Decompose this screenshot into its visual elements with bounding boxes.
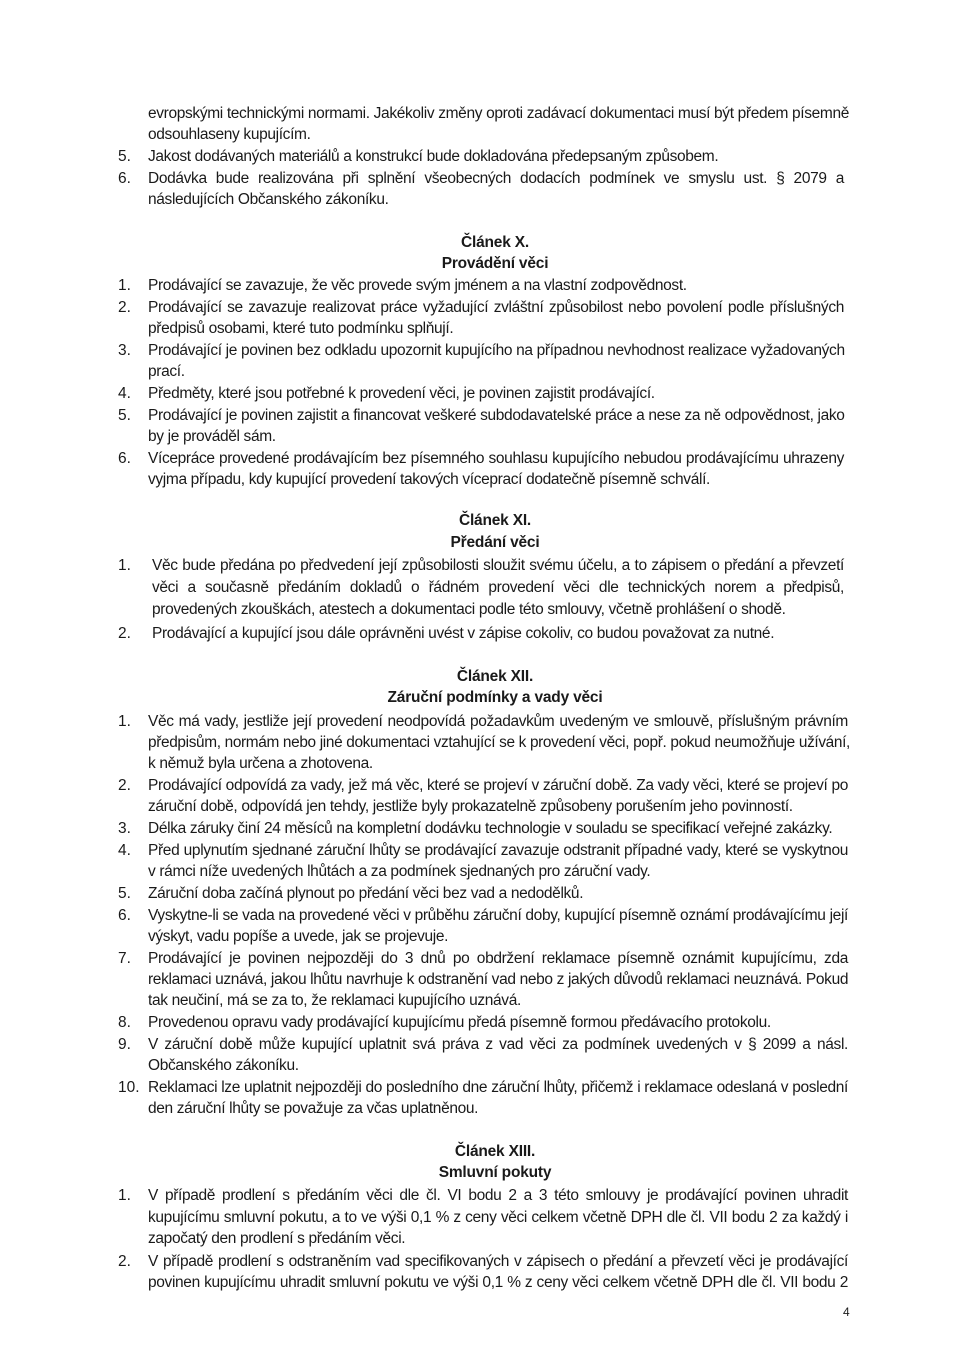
- text-line: k němuž byla určena a zhotovena.: [148, 755, 373, 772]
- text-line: Věc má vady, jestliže její provedení neodpovídá požadavkům uvedeným ve smlouvě, příslušným právním: [148, 713, 848, 730]
- text-line: Prodávající se zavazuje, že věc provede svým jménem a na vlastní zodpovědnost.: [148, 277, 687, 294]
- text-line: povinen kupujícímu uhradit smluvní pokutu ve výši 0,1 % z ceny věci celkem včetně DPH dle čl. VII bodu 2: [148, 1274, 848, 1291]
- text-line: výskyt, vadu popíše a uvede, jak se projevuje.: [148, 928, 449, 945]
- list-number: 6.: [118, 907, 131, 924]
- text-line: Před uplynutím sjednané záruční lhůty se prodávající zavazuje odstranit případné vady, které se vyskytnou: [148, 842, 848, 859]
- article-title: Článek X.: [461, 234, 529, 251]
- text-line: reklamaci uznává, jakou lhůtu navrhuje k odstranění vad nebo z jakých důvodů reklamaci neuznává. Pokud: [148, 971, 849, 988]
- text-line: předpisům, normám nebo jiné dokumentaci vztahující se k provedení věci, popř. pokud neumožňuje užívání,: [148, 734, 850, 751]
- list-number: 5.: [118, 885, 131, 902]
- text-line: Prodávající je povinen bez odkladu upozornit kupujícího na případnou nevhodnost realizace vyžadovaných: [148, 342, 845, 359]
- list-number: 2.: [118, 777, 131, 794]
- text-line: vyjma případu, kdy kupující provedení takových víceprací dodatečně písemně schválí.: [148, 471, 710, 488]
- list-number: 7.: [118, 950, 131, 967]
- text-line: Vyskytne-li se vada na provedené věci v průběhu záruční doby, kupující písemně oznámí prodávajícímu její: [148, 907, 848, 924]
- list-number: 9.: [118, 1036, 131, 1053]
- list-number: 8.: [118, 1014, 131, 1031]
- article-subtitle: Předání věci: [450, 534, 540, 551]
- text-line: Prodávající odpovídá za vady, jež má věc, které se projeví v záruční době. Za vady věci, které se projeví po: [148, 777, 848, 794]
- list-number: 1.: [118, 557, 131, 574]
- text-line: odsouhlaseny kupujícím.: [148, 126, 311, 143]
- text-line: Prodávající je povinen nejpozději do 3 dnů po obdržení reklamace písemně oznámit kupujícímu, zda: [148, 950, 848, 967]
- list-number: 2.: [118, 625, 131, 642]
- list-number: 2.: [118, 1253, 131, 1270]
- text-line: prací.: [148, 363, 185, 380]
- text-line: Jakost dodávaných materiálů a konstrukcí bude dokladována předepsaným způsobem.: [148, 148, 719, 165]
- text-line: kupujícímu smluvní pokutu, a to ve výši 0,1 % z ceny věci celkem včetně DPH dle čl. VII bodu 2 za každý i: [148, 1209, 848, 1226]
- list-number: 4.: [118, 385, 131, 402]
- article-title: Článek XII.: [456, 668, 534, 685]
- text-line: V záruční době může kupující uplatnit svá práva z vad věci za podmínek uvedených v § 2099 a násl.: [148, 1036, 848, 1053]
- text-line: Vícepráce provedené prodávajícím bez písemného souhlasu kupujícího nebudou prodávajícímu uhrazeny: [148, 450, 844, 467]
- text-line: Reklamaci lze uplatnit nejpozději do posledního dne záruční lhůty, přičemž i reklamace odeslaná v poslední: [148, 1079, 848, 1096]
- text-line: V případě prodlení s odstraněním vad specifikovaných v zápisech o předání a převzetí věci je prodávající: [148, 1253, 848, 1270]
- text-line: Délka záruky činí 24 měsíců na kompletní dodávku technologie v souladu se specifikací veřejné zakázky.: [148, 820, 833, 837]
- list-number: 1.: [118, 1187, 131, 1204]
- article-subtitle: Provádění věci: [441, 255, 549, 272]
- text-line: den záruční lhůty se považuje za včas uplatněnou.: [148, 1100, 479, 1117]
- list-number: 4.: [118, 842, 131, 859]
- list-number: 10.: [118, 1079, 140, 1096]
- text-line: Prodávající je povinen zajistit a financovat veškeré subdodavatelské práce a nese za ně odpovědnost, jako: [148, 407, 845, 424]
- list-number: 5.: [118, 148, 131, 165]
- list-number: 5.: [118, 407, 131, 424]
- article-title: Článek XI.: [458, 512, 532, 529]
- article-title: Článek XIII.: [454, 1143, 536, 1160]
- text-line: záruční době, odpovídá jen tehdy, jestliže byly prokazatelně způsobeny porušením jeho povinností.: [148, 798, 793, 815]
- text-line: provedených zkouškách, atestech a dokumentaci podle této smlouvy, včetně prohlášení o shodě.: [152, 601, 786, 618]
- text-line: evropskými technickými normami. Jakékoliv změny oproti zadávací dokumentaci musí být předem písemně: [148, 105, 850, 122]
- text-line: Záruční doba začíná plynout po předání věci bez vad a nedodělků.: [148, 885, 584, 902]
- list-number: 3.: [118, 342, 131, 359]
- text-line: tak neučiní, má se za to, že reklamaci kupujícího uznává.: [148, 992, 521, 1009]
- article-subtitle: Smluvní pokuty: [438, 1164, 552, 1181]
- text-line: následujících Občanského zákoníku.: [148, 191, 389, 208]
- text-line: v rámci níže uvedených lhůtách a za podmínek sjednaných pro záruční vady.: [148, 863, 651, 880]
- text-line: Občanského zákoníku.: [148, 1057, 299, 1074]
- text-line: Předměty, které jsou potřebné k provedení věci, je povinen zajistit prodávající.: [148, 385, 655, 402]
- list-number: 1.: [118, 713, 131, 730]
- list-number: 6.: [118, 170, 131, 187]
- list-number: 1.: [118, 277, 131, 294]
- page-number: 4: [843, 1305, 850, 1319]
- text-line: předpisů osobami, které tuto podmínku splňují.: [148, 320, 454, 337]
- list-number: 6.: [118, 450, 131, 467]
- text-line: věci a současně předáním dokladů o řádném provedení věci dle technických norem a předpisů,: [152, 579, 844, 596]
- text-line: Provedenou opravu vady prodávající kupujícímu předá písemně formou předávacího protokolu.: [148, 1014, 771, 1031]
- article-subtitle: Záruční podmínky a vady věci: [387, 689, 603, 706]
- text-line: Prodávající se zavazuje realizovat práce vyžadující zvláštní způsobilost nebo povolení podle příslušných: [148, 299, 844, 316]
- list-number: 2.: [118, 299, 131, 316]
- text-line: V případě prodlení s předáním věci dle čl. VI bodu 2 a 3 této smlouvy je prodávající povinen uhradit: [148, 1187, 848, 1204]
- list-number: 3.: [118, 820, 131, 837]
- text-line: Věc bude předána po předvedení její způsobilosti sloužit svému účelu, a to zápisem o předání a převzetí: [152, 557, 844, 574]
- text-line: započatý den prodlení s předáním věci.: [148, 1230, 406, 1247]
- text-line: by je prováděl sám.: [148, 428, 276, 445]
- text-line: Dodávka bude realizována při splnění všeobecných dodacích podmínek ve smyslu ust. § 2079 a: [148, 170, 844, 187]
- text-line: Prodávající a kupující jsou dále oprávněni uvést v zápise cokoliv, co budou považovat za nutné.: [152, 625, 775, 642]
